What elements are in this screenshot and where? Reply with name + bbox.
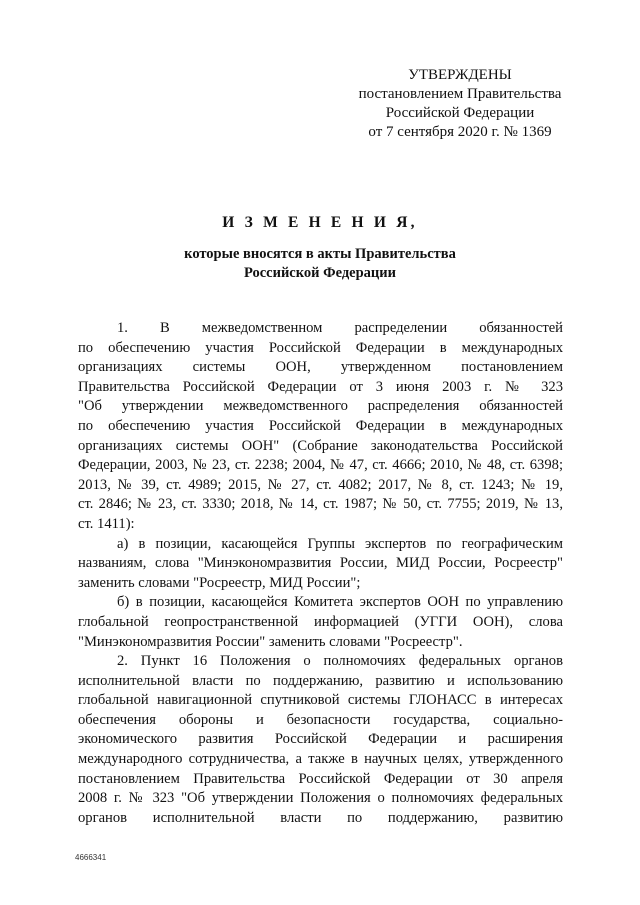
body-line: глобальной геопространственной информацией (УГГИ ООН), слова bbox=[78, 613, 563, 630]
approval-line: постановлением Правительства bbox=[358, 86, 562, 102]
body-line: Федерации, 2003, № 23, ст. 2238; 2004, № 47, ст. 4666; 2010, № 48, ст. 6398; bbox=[78, 457, 563, 474]
body-line: 2013, № 39, ст. 4989; 2015, № 27, ст. 4082; 2017, № 8, ст. 1243; № 19, bbox=[78, 476, 563, 493]
document-title: И З М Е Н Е Н И Я, bbox=[222, 214, 418, 231]
body-line: органов исполнительной власти по поддержанию, развитию bbox=[78, 809, 563, 826]
body-line: по обеспечению участия Российской Федерации в международных bbox=[78, 417, 563, 434]
body-line: обеспечения обороны и безопасности государства, социально- bbox=[78, 711, 563, 728]
body-line: организациях системы ООН, утвержденном постановлением bbox=[78, 359, 563, 376]
body-line: заменить словами "Росреестр, МИД России"; bbox=[78, 574, 361, 591]
approval-line: от 7 сентября 2020 г. № 1369 bbox=[368, 124, 552, 140]
body-line: исполнительной власти по поддержанию, развитию и использованию bbox=[78, 672, 563, 689]
body-line: ст. 2846; № 23, ст. 3330; 2018, № 14, ст. 1987; № 50, ст. 7755; 2019, № 13, bbox=[78, 496, 563, 513]
approval-line: Российской Федерации bbox=[385, 105, 535, 121]
body-line: организациях системы ООН" (Собрание законодательства Российской bbox=[78, 437, 563, 454]
document-subtitle bbox=[0, 245, 640, 283]
body-line: международного сотрудничества, а также в научных целях, утвержденного bbox=[78, 751, 563, 768]
body-line: названиям, слова "Минэкономразвития России, МИД России, Росреестр" bbox=[78, 555, 563, 572]
body-line: 1. В межведомственном распределении обязанностей bbox=[117, 320, 563, 336]
body-line: глобальной навигационной спутниковой системы ГЛОНАСС в интересах bbox=[78, 692, 563, 709]
approval-line: УТВЕРЖДЕНЫ bbox=[408, 67, 512, 83]
body-line: экономического развития Российской Федерации и расширения bbox=[78, 731, 563, 748]
approval-block bbox=[345, 66, 575, 142]
document-code: 4666341 bbox=[75, 853, 107, 862]
subtitle-line: Российской Федерации bbox=[243, 265, 396, 281]
document-body bbox=[78, 319, 563, 828]
body-line: б) в позиции, касающейся Комитета экспертов ООН по управлению bbox=[117, 594, 563, 611]
body-line: ст. 1411): bbox=[78, 515, 135, 532]
body-line: "Об утверждении межведомственного распределения обязанностей bbox=[78, 398, 563, 415]
body-line: "Минэкономразвития России" заменить словами "Росреестр". bbox=[78, 633, 463, 650]
subtitle-line: которые вносятся в акты Правительства bbox=[184, 246, 456, 262]
body-line: 2. Пункт 16 Положения о полномочиях федеральных органов bbox=[117, 653, 563, 670]
body-line: Правительства Российской Федерации от 3 июня 2003 г. № 323 bbox=[78, 378, 563, 395]
body-line: а) в позиции, касающейся Группы экспертов по географическим bbox=[117, 535, 563, 552]
body-line: 2008 г. № 323 "Об утверждении Положения о полномочиях федеральных bbox=[78, 790, 563, 807]
body-line: по обеспечению участия Российской Федерации в международных bbox=[78, 339, 563, 356]
body-line: постановлением Правительства Российской Федерации от 30 апреля bbox=[78, 770, 563, 787]
